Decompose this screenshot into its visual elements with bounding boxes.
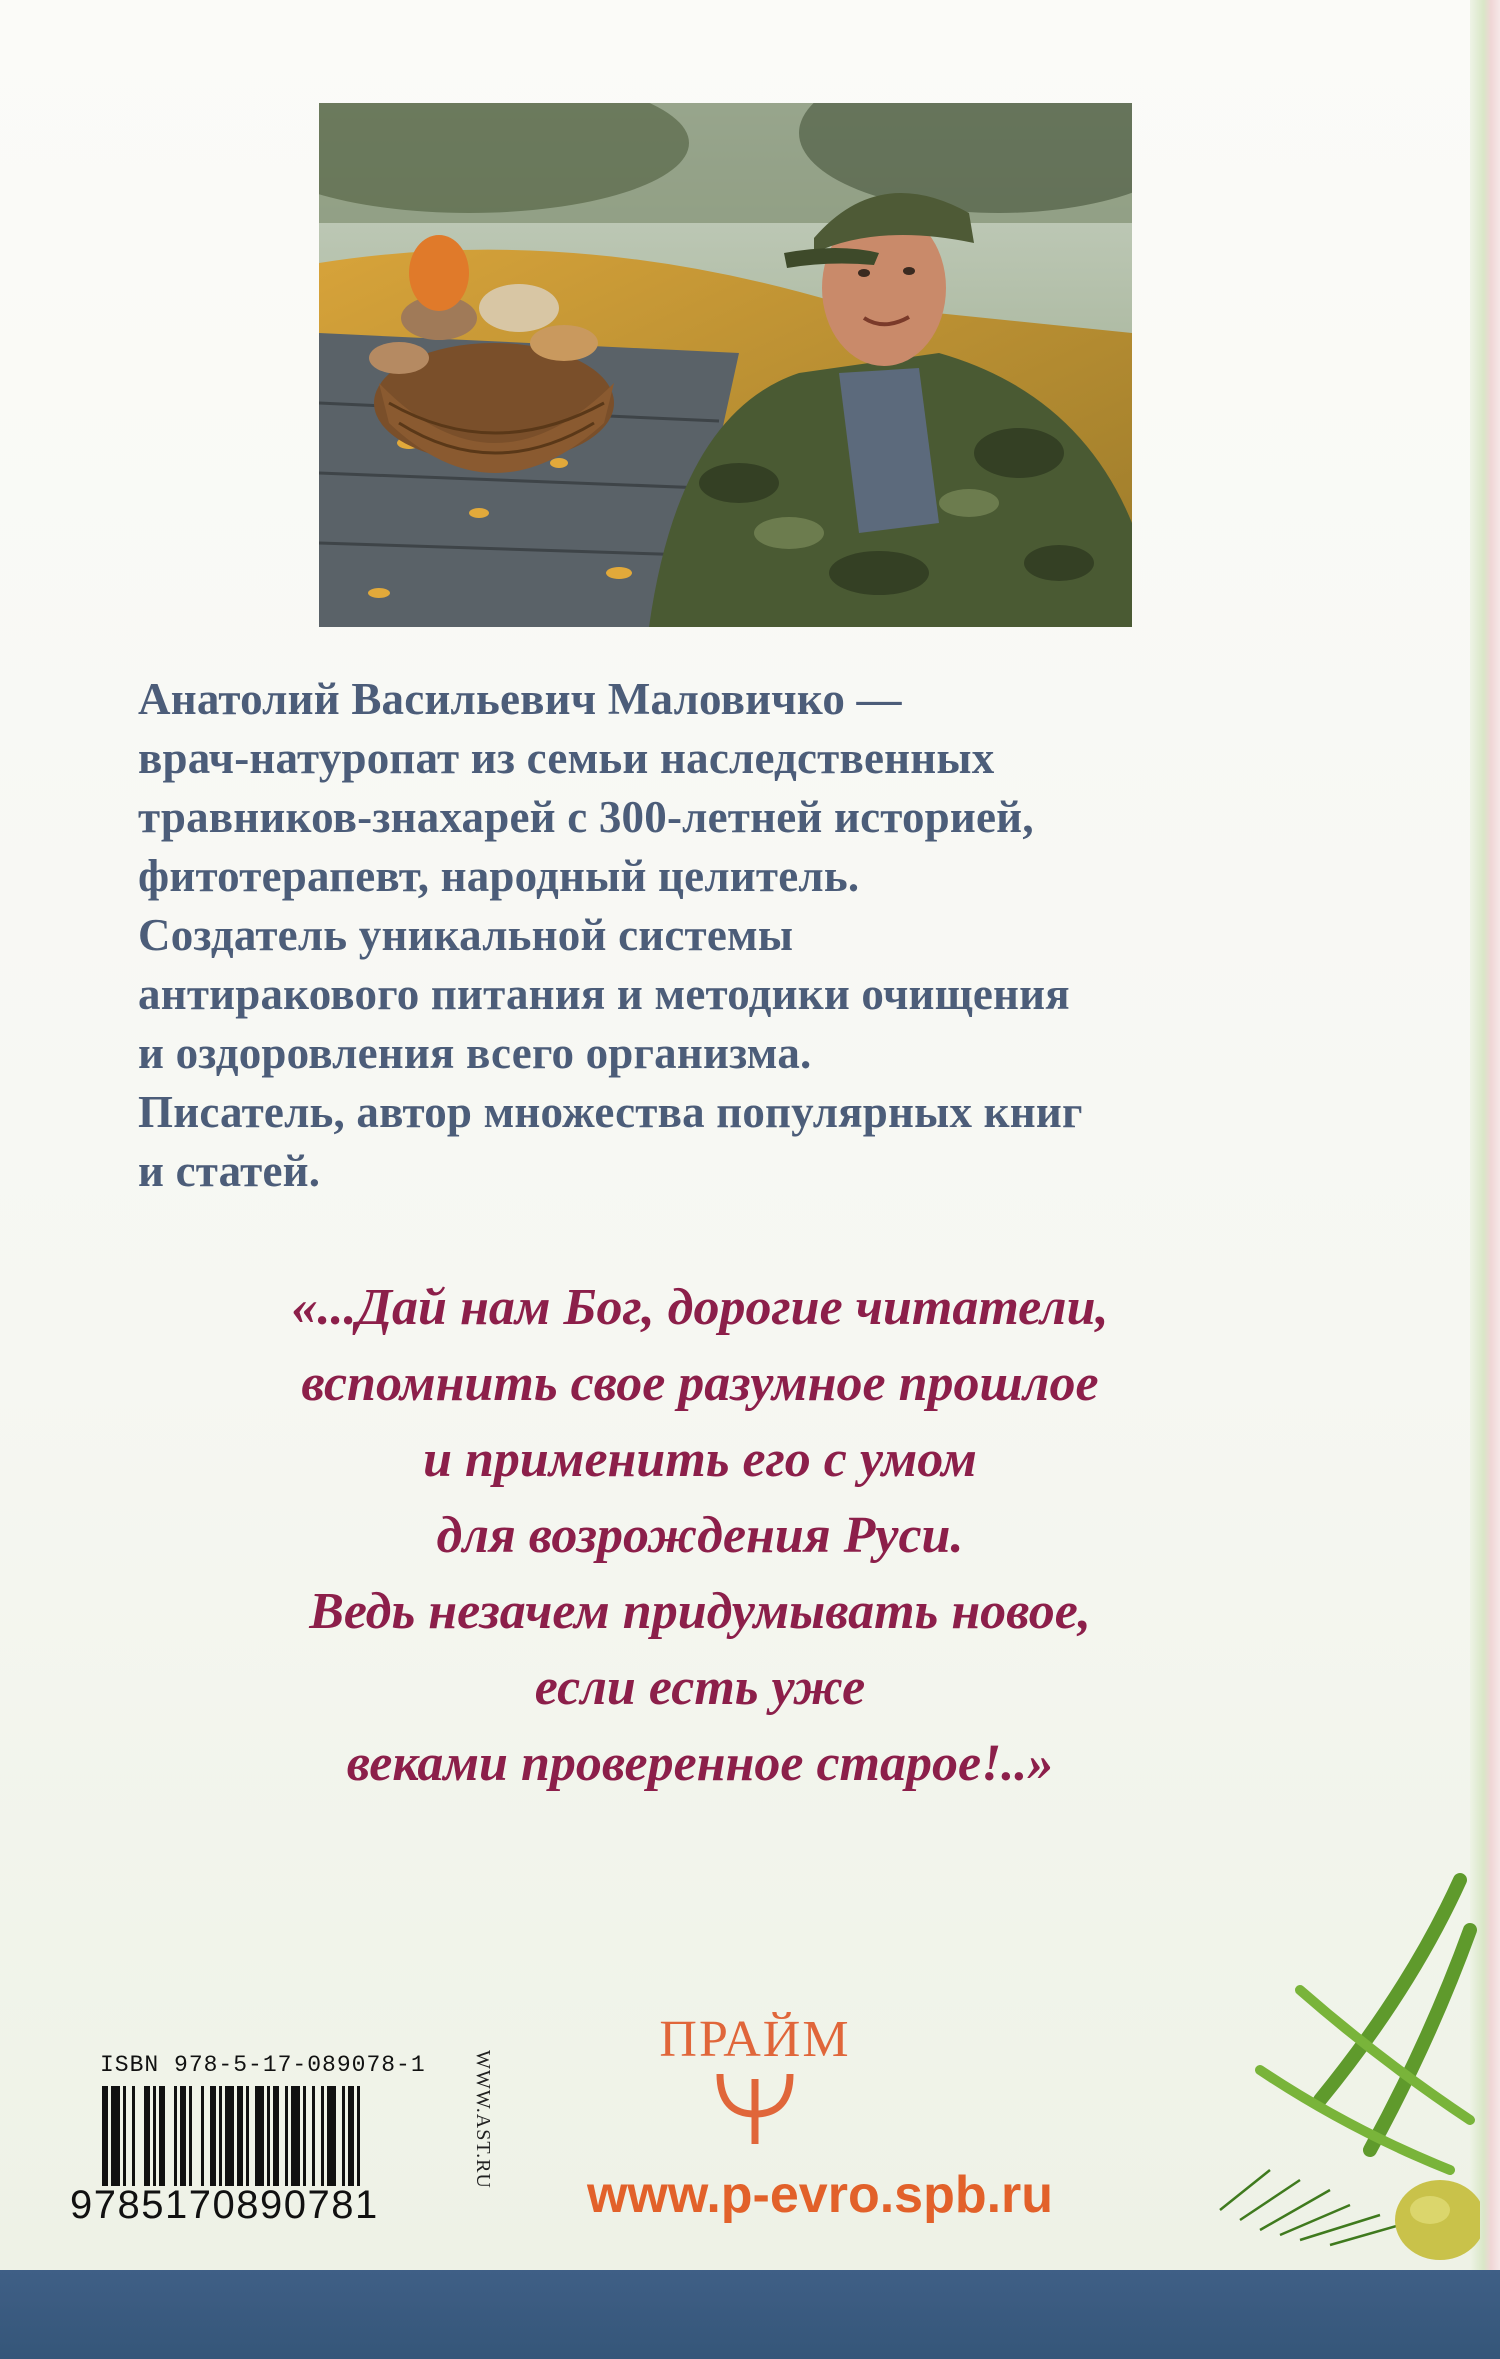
psi-logo-icon <box>710 2069 800 2149</box>
publisher-logo <box>640 2010 870 2160</box>
bio-line: травников-знахарей с 300-летней историей, <box>138 792 1034 842</box>
author-photo <box>319 103 1132 627</box>
barcode <box>98 2086 508 2186</box>
logo-word: ПРАЙМ <box>659 2011 851 2068</box>
quote-line: веками проверенное старое!..» <box>346 1735 1054 1792</box>
isbn-label: ISBN 978-5-17-089078-1 <box>100 2052 426 2078</box>
author-bio <box>138 670 1368 1201</box>
quote-line: «...Дай нам Бог, дорогие читатели, <box>291 1279 1109 1336</box>
bio-line: Анатолий Васильевич Маловичко — <box>138 674 902 724</box>
quote-line: вспомнить свое разумное прошлое <box>301 1355 1099 1412</box>
quote-line: и применить его с умом <box>423 1431 977 1488</box>
bio-line: Создатель уникальной системы <box>138 910 794 960</box>
quote-line: Ведь незачем придумывать новое, <box>309 1583 1091 1640</box>
bio-line: Писатель, автор множества популярных книг <box>138 1087 1083 1137</box>
publisher-url <box>470 2050 494 2220</box>
publisher-url-text: WWW.AST.RU <box>472 2050 494 2189</box>
greens-decoration <box>1180 1870 1480 2270</box>
quote-line: если есть уже <box>534 1659 866 1716</box>
bottom-band <box>0 2270 1500 2359</box>
bio-line: фитотерапевт, народный целитель. <box>138 851 860 901</box>
bio-line: врач-натуропат из семьи наследственных <box>138 733 995 783</box>
quote-line: для возрождения Руси. <box>436 1507 964 1564</box>
author-quote <box>150 1270 1250 1802</box>
isbn-block <box>70 2052 500 2227</box>
bio-line: и оздоровления всего организма. <box>138 1028 812 1078</box>
barcode-digits: 9785170890781 <box>70 2183 379 2227</box>
publisher-website[interactable]: www.p-evro.spb.ru <box>586 2166 1054 2224</box>
bio-line: антиракового питания и методики очищения <box>138 969 1070 1019</box>
bio-line: и статей. <box>138 1146 321 1196</box>
